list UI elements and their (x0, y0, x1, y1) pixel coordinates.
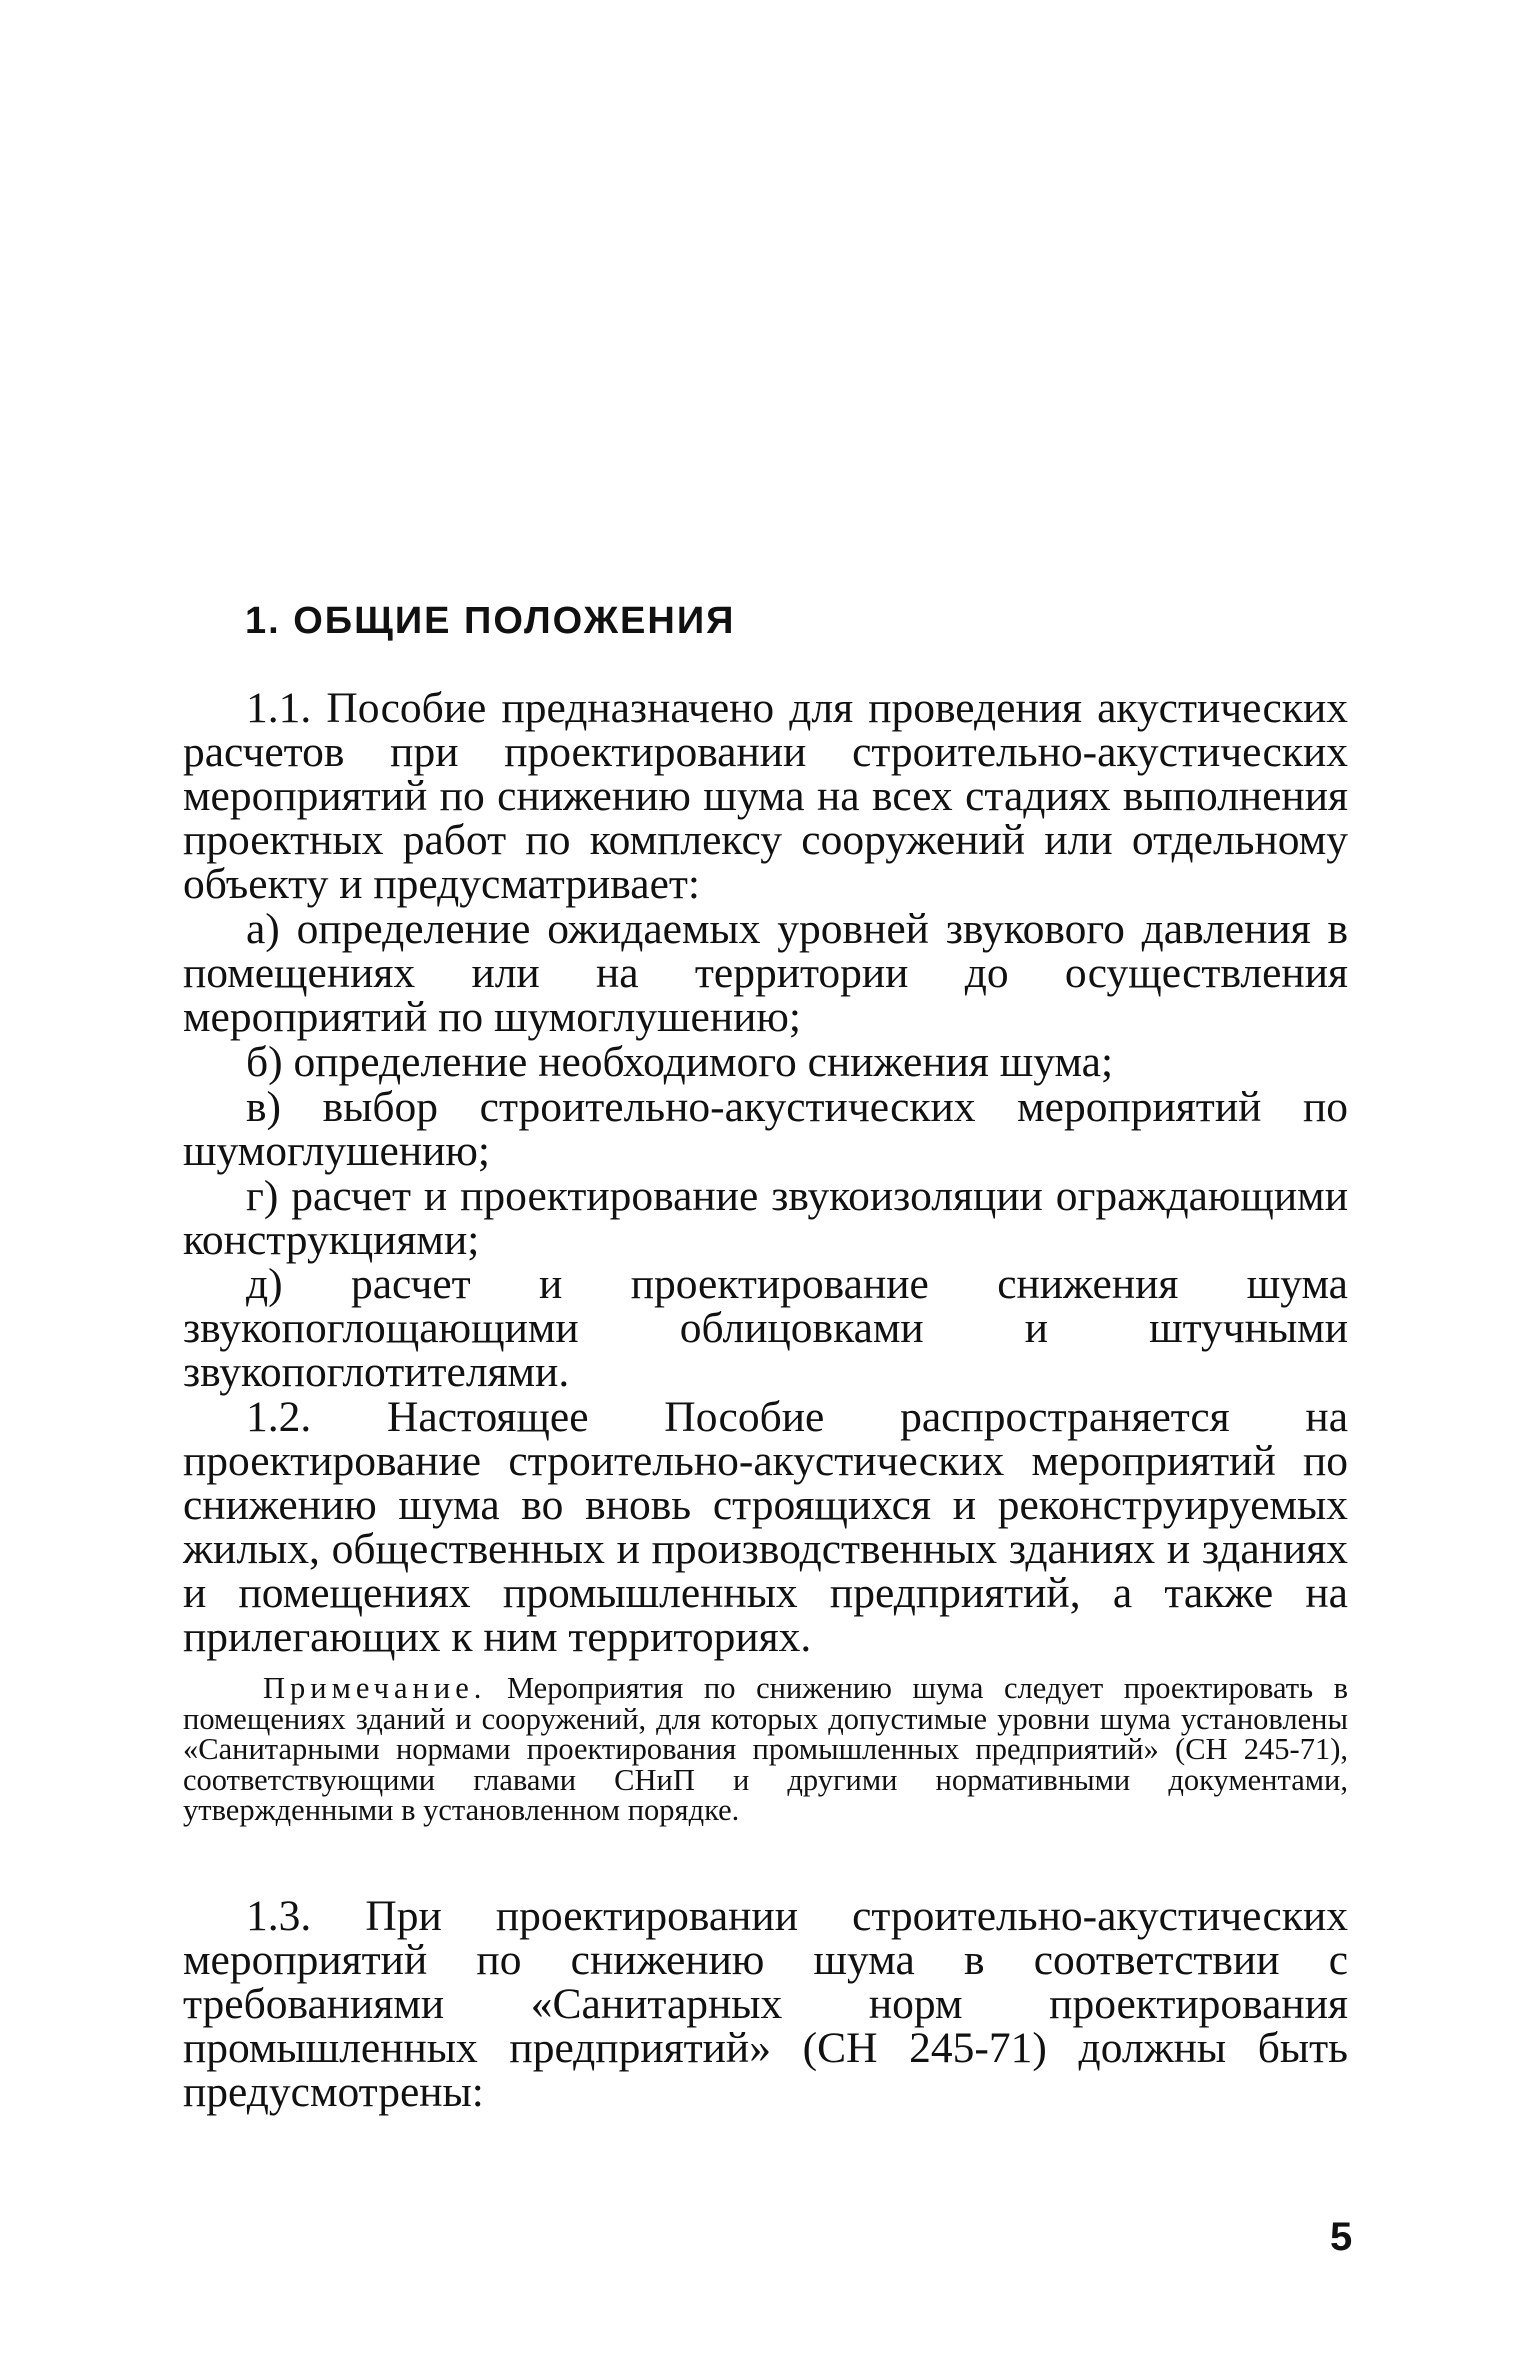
paragraph-1-1 (183, 686, 1348, 906)
list-item-text: расчет и проектирование снижения шума звукопоглощающими облицовками и штучными звукопоглотителями. (183, 1260, 1348, 1396)
list-marker: д) (246, 1260, 283, 1308)
list-item-b (183, 1040, 1348, 1084)
paragraph-number: 1.3. (246, 1892, 312, 1940)
paragraph-1-2 (183, 1395, 1348, 1659)
list-item-text: определение ожидаемых уровней звукового давления в помещениях или на территории до осуществления мероприятий по шумоглушению; (183, 905, 1348, 1041)
list-marker: а) (246, 905, 280, 953)
list-item-text: расчет и проектирование звукоизоляции ограждающими конструкциями; (183, 1172, 1348, 1264)
paragraph-number: 1.1. (246, 684, 312, 732)
list-marker: б) (246, 1038, 283, 1086)
note-label: Примечание. (263, 1671, 487, 1705)
list-item-text: определение необходимого снижения шума; (293, 1038, 1114, 1086)
list-marker: в) (246, 1083, 282, 1131)
list-item-g (183, 1174, 1348, 1262)
paragraph-text: Настоящее Пособие распространяется на проектирование строительно-акустических мероприятий по снижению шума во вновь строящихся и реконструируемых жилых, общественных и производственных зданиях и зданиях и помещениях промышленных предприятий, а также на прилегающих к ним территориях. (183, 1393, 1349, 1661)
list-marker: г) (246, 1172, 279, 1220)
note-text: Мероприятия по снижению шума следует проектировать в помещениях зданий и сооружений, для которых допустимые уровни шума установлены «Санитарными нормами проектирования промышленных предприятий» (СН 245-71), соответствующими главами СНиП и другими нормативными документами, утвержденными в установленном порядке. (183, 1671, 1349, 1827)
list-item-v (183, 1085, 1348, 1173)
paragraph-number: 1.2. (246, 1393, 312, 1441)
section-heading: 1. ОБЩИЕ ПОЛОЖЕНИЯ (245, 600, 736, 642)
paragraph-text: Пособие предназначено для проведения акустических расчетов при проектировании строительно-акустических мероприятий по снижению шума на всех стадиях выполнения проектных работ по комплексу сооружений или отдельному объекту и предусматривает: (183, 684, 1349, 908)
paragraph-text: При проектировании строительно-акустических мероприятий по снижению шума в соответствии с требованиями «Санитарных норм проектирования промышленных предприятий» (СН 245-71) должны быть предусмотрены: (183, 1892, 1348, 2116)
page-number: 5 (1330, 2215, 1353, 2259)
list-item-d (183, 1262, 1348, 1394)
list-item-a (183, 907, 1348, 1039)
paragraph-1-3 (183, 1894, 1348, 2114)
list-item-text: выбор строительно-акустических мероприятий по шумоглушению; (183, 1083, 1348, 1175)
note (183, 1673, 1348, 1826)
